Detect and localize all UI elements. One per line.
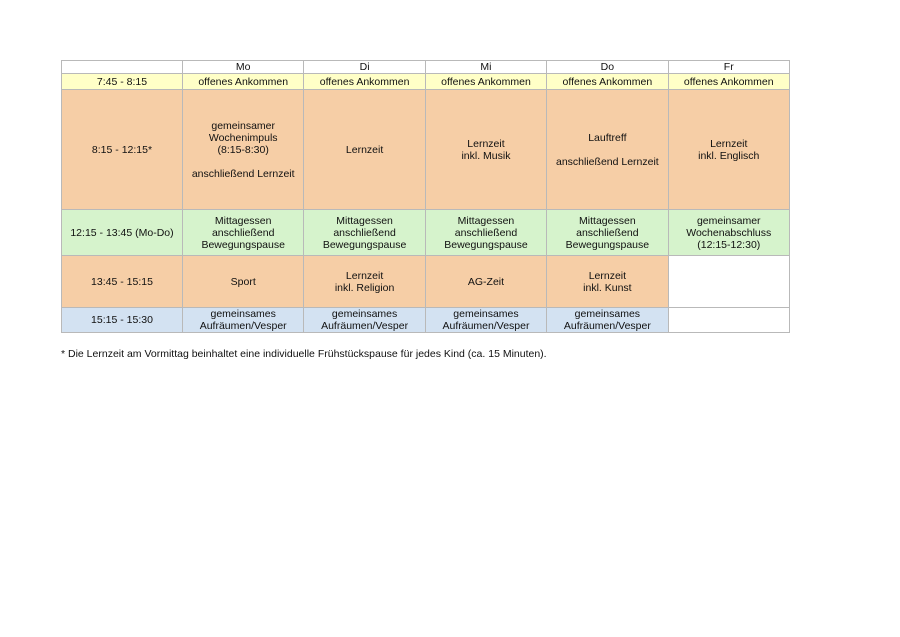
schedule-cell: offenes Ankommen bbox=[304, 74, 425, 90]
table-row bbox=[62, 210, 790, 256]
empty-cell bbox=[668, 308, 789, 333]
footnote: * Die Lernzeit am Vormittag beinhaltet eine individuelle Frühstückspause für jedes Kind (ca. 15 Minuten). bbox=[61, 348, 547, 360]
day-header-do: Do bbox=[547, 61, 668, 74]
table-row bbox=[62, 90, 790, 210]
schedule-cell: gemeinsames Aufräumen/Vesper bbox=[547, 308, 668, 333]
time-slot: 8:15 - 12:15* bbox=[62, 90, 183, 210]
schedule-cell: Lernzeit inkl. Englisch bbox=[668, 90, 789, 210]
schedule-cell: Lauftreff anschließend Lernzeit bbox=[547, 90, 668, 210]
time-slot: 15:15 - 15:30 bbox=[62, 308, 183, 333]
schedule-cell: gemeinsamer Wochenimpuls (8:15-8:30) anschließend Lernzeit bbox=[183, 90, 304, 210]
schedule-cell: Sport bbox=[183, 256, 304, 308]
time-slot: 7:45 - 8:15 bbox=[62, 74, 183, 90]
table-row bbox=[62, 74, 790, 90]
time-slot: 12:15 - 13:45 (Mo-Do) bbox=[62, 210, 183, 256]
schedule-cell: Mittagessen anschließend Bewegungspause bbox=[547, 210, 668, 256]
schedule-cell: AG-Zeit bbox=[425, 256, 546, 308]
schedule-cell: Mittagessen anschließend Bewegungspause bbox=[183, 210, 304, 256]
empty-cell bbox=[668, 256, 789, 308]
schedule-cell: Lernzeit inkl. Religion bbox=[304, 256, 425, 308]
schedule-cell: gemeinsames Aufräumen/Vesper bbox=[183, 308, 304, 333]
schedule-cell: gemeinsames Aufräumen/Vesper bbox=[304, 308, 425, 333]
day-header-fr: Fr bbox=[668, 61, 789, 74]
table-row bbox=[62, 308, 790, 333]
schedule-cell: offenes Ankommen bbox=[547, 74, 668, 90]
day-header-mi: Mi bbox=[425, 61, 546, 74]
schedule-cell: offenes Ankommen bbox=[183, 74, 304, 90]
time-slot: 13:45 - 15:15 bbox=[62, 256, 183, 308]
schedule-cell: Lernzeit inkl. Kunst bbox=[547, 256, 668, 308]
header-row bbox=[62, 61, 790, 74]
schedule-cell: gemeinsames Aufräumen/Vesper bbox=[425, 308, 546, 333]
schedule-cell: offenes Ankommen bbox=[668, 74, 789, 90]
schedule-cell: Lernzeit bbox=[304, 90, 425, 210]
day-header-di: Di bbox=[304, 61, 425, 74]
weekly-schedule-table bbox=[61, 60, 790, 333]
header-corner bbox=[62, 61, 183, 74]
schedule-cell: Mittagessen anschließend Bewegungspause bbox=[425, 210, 546, 256]
schedule-cell: Lernzeit inkl. Musik bbox=[425, 90, 546, 210]
table-row bbox=[62, 256, 790, 308]
schedule-cell: Mittagessen anschließend Bewegungspause bbox=[304, 210, 425, 256]
schedule-cell: gemeinsamer Wochenabschluss (12:15-12:30) bbox=[668, 210, 789, 256]
schedule-cell: offenes Ankommen bbox=[425, 74, 546, 90]
day-header-mo: Mo bbox=[183, 61, 304, 74]
